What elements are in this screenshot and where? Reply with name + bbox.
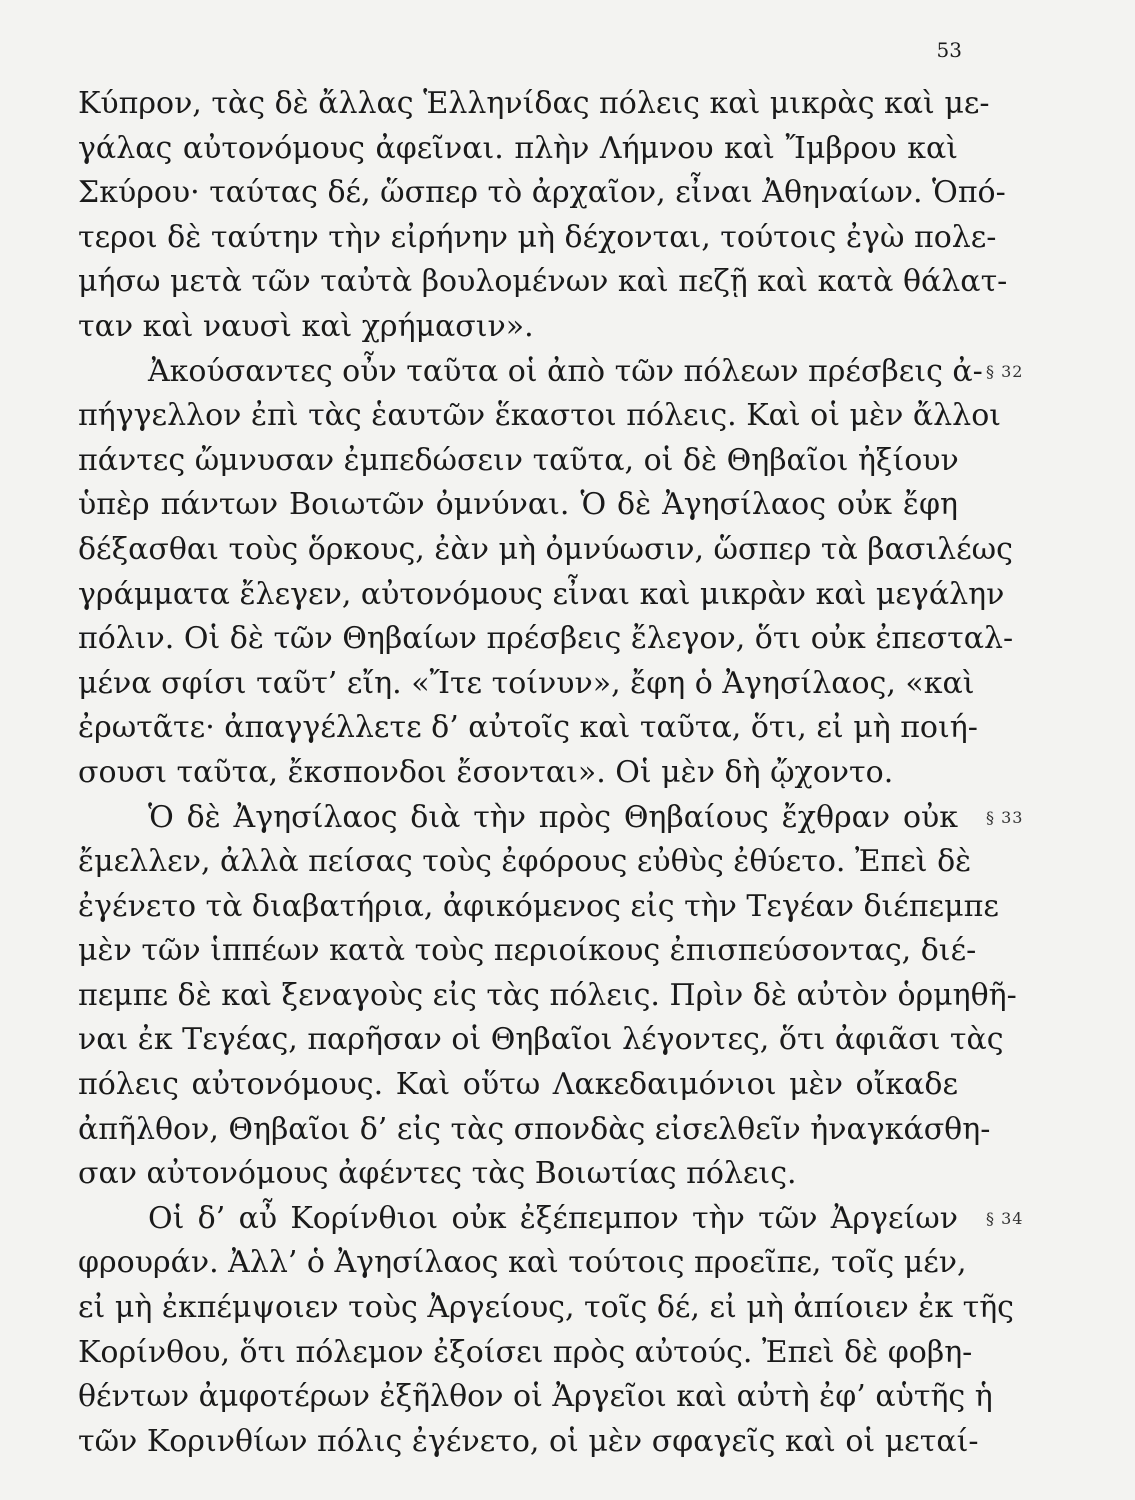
text-line [78, 1063, 958, 1108]
section-marker: § 33 [986, 807, 1024, 827]
text-line-content: τῶν Κορινθίων πόλις ἐγένετο, οἱ μὲν σφαγεῖς καὶ οἱ μεταί- [78, 1423, 979, 1459]
text-line [78, 127, 958, 172]
text-line-content: Κύπρον, τὰς δὲ ἄλλας Ἑλληνίδας πόλεις καὶ μικρὰς καὶ με- [78, 86, 990, 121]
text-line [78, 751, 958, 796]
text-line-content: φρουράν. Ἀλλ’ ὁ Ἀγησίλαος καὶ τούτοις προεῖπε, τοῖς μέν, [78, 1245, 967, 1281]
text-line [78, 974, 1017, 1019]
text-line [78, 929, 977, 974]
text-line-content: εἰ μὴ ἐκπέμψοιεν τοὺς Ἀργείους, τοῖς δέ, εἰ μὴ ἀπίοιεν ἐκ τῆς [78, 1290, 1014, 1326]
text-line [78, 528, 1013, 573]
text-line-content: πήγγελλον ἐπὶ τὰς ἑαυτῶν ἕκαστοι πόλεις. Καὶ οἱ μὲν ἄλλοι [78, 398, 1002, 434]
text-line-content: δέξασθαι τοὺς ὅρκους, ἐὰν μὴ ὀμνύωσιν, ὥσπερ τὰ βασιλέως [78, 531, 1013, 567]
text-line-content: Ἀκούσαντες οὖν ταῦτα οἱ ἀπὸ τῶν πόλεων πρέσβεις ἀ- [148, 353, 983, 389]
body-text [78, 82, 1024, 1464]
text-line-content: τεροι δὲ ταύτην τὴν εἰρήνην μὴ δέχονται, τούτοις ἐγὼ πολε- [78, 219, 997, 255]
text-line-content: ὑπὲρ πάντων Βοιωτῶν ὀμνύναι. Ὁ δὲ Ἀγησίλαος οὐκ ἔφη [78, 487, 958, 523]
text-line [78, 1152, 958, 1197]
text-line [78, 1108, 991, 1153]
text-line-content: σουσι ταῦτα, ἔκσπονδοι ἔσονται». Οἱ μὲν δὴ ᾤχοντο. [78, 754, 894, 790]
page-number: 53 [936, 38, 962, 62]
text-line [78, 1197, 1024, 1242]
text-line [78, 82, 990, 127]
text-line-content: Οἱ δ’ αὖ Κορίνθιοι οὐκ ἐξέπεμπον τὴν τῶν Ἀργείων [148, 1200, 958, 1236]
text-line-content: πόλιν. Οἱ δὲ τῶν Θηβαίων πρέσβεις ἔλεγον, ὅτι οὐκ ἐπεσταλ- [78, 621, 1014, 657]
text-line-content: θέντων ἀμφοτέρων ἐξῆλθον οἱ Ἀργεῖοι καὶ αὐτὴ ἐφ’ αὑτῆς ἡ [78, 1379, 993, 1415]
text-line [78, 1375, 993, 1420]
text-line-content: ἀπῆλθον, Θηβαῖοι δ’ εἰς τὰς σπονδὰς εἰσελθεῖν ἠναγκάσθη- [78, 1111, 991, 1147]
text-line-content: ἐγένετο τὰ διαβατήρια, ἀφικόμενος εἰς τὴν Τεγέαν διέπεμπε [78, 888, 999, 924]
section-marker: § 32 [986, 361, 1024, 381]
text-line [78, 1420, 979, 1465]
text-line-content: μὲν τῶν ἱππέων κατὰ τοὺς περιοίκους ἐπισπεύσοντας, διέ- [78, 933, 977, 969]
text-line-content: μήσω μετὰ τῶν ταὐτὰ βουλομένων καὶ πεζῇ καὶ κατὰ θάλατ- [78, 264, 1008, 300]
text-line-content: Κορίνθου, ὅτι πόλεμον ἐξοίσει πρὸς αὐτούς. Ἐπεὶ δὲ φοβη- [78, 1334, 973, 1370]
text-line [78, 573, 1005, 618]
text-line [78, 840, 972, 885]
text-line [78, 617, 1014, 662]
text-line-content: μένα σφίσι ταῦτ’ εἴη. «Ἴτε τοίνυν», ἔφη ὁ Ἀγησίλαος, «καὶ [78, 665, 975, 701]
text-line [78, 260, 1008, 305]
text-line [78, 439, 958, 484]
text-line [78, 1331, 973, 1376]
text-line-content: σαν αὐτονόμους ἀφέντες τὰς Βοιωτίας πόλεις. [78, 1156, 797, 1192]
text-line-content: γράμματα ἔλεγεν, αὐτονόμους εἶναι καὶ μικρὰν καὶ μεγάλην [78, 576, 1005, 612]
section-marker: § 34 [986, 1208, 1024, 1228]
text-line [78, 1286, 1014, 1331]
text-line-content: ναι ἐκ Τεγέας, παρῆσαν οἱ Θηβαῖοι λέγοντες, ὅτι ἀφιᾶσι τὰς [78, 1022, 1004, 1058]
text-line-content: πόλεις αὐτονόμους. Καὶ οὕτω Λακεδαιμόνιοι μὲν οἴκαδε [78, 1067, 958, 1103]
text-line [78, 350, 1024, 395]
text-line-content: γάλας αὐτονόμους ἀφεῖναι. πλὴν Λήμνου καὶ Ἴμβρου καὶ [78, 130, 958, 166]
text-line [78, 483, 958, 528]
text-line [78, 305, 958, 350]
text-line [78, 885, 999, 930]
text-line [78, 171, 1006, 216]
text-line [78, 796, 1024, 841]
text-line [78, 216, 997, 261]
text-line-content: Ὁ δὲ Ἀγησίλαος διὰ τὴν πρὸς Θηβαίους ἔχθραν οὐκ [148, 799, 958, 835]
text-line-content: ταν καὶ ναυσὶ καὶ χρήμασιν». [78, 308, 534, 344]
text-line-content: Σκύρου· ταύτας δέ, ὥσπερ τὸ ἀρχαῖον, εἶναι Ἀθηναίων. Ὁπό- [78, 175, 1006, 211]
text-line [78, 662, 975, 707]
text-line [78, 1241, 967, 1286]
text-line [78, 1018, 1004, 1063]
text-line-content: ἐρωτᾶτε· ἀπαγγέλλετε δ’ αὐτοῖς καὶ ταῦτα, ὅτι, εἰ μὴ ποιή- [78, 710, 978, 746]
text-line-content: πάντες ὤμνυσαν ἐμπεδώσειν ταῦτα, οἱ δὲ Θηβαῖοι ἠξίουν [78, 442, 959, 478]
text-line [78, 394, 1002, 439]
text-line-content: πεμπε δὲ καὶ ξεναγοὺς εἰς τὰς πόλεις. Πρὶν δὲ αὐτὸν ὁρμηθῆ- [78, 977, 1017, 1013]
text-line [78, 706, 978, 751]
text-line-content: ἔμελλεν, ἀλλὰ πείσας τοὺς ἐφόρους εὐθὺς ἐθύετο. Ἐπεὶ δὲ [78, 844, 972, 880]
